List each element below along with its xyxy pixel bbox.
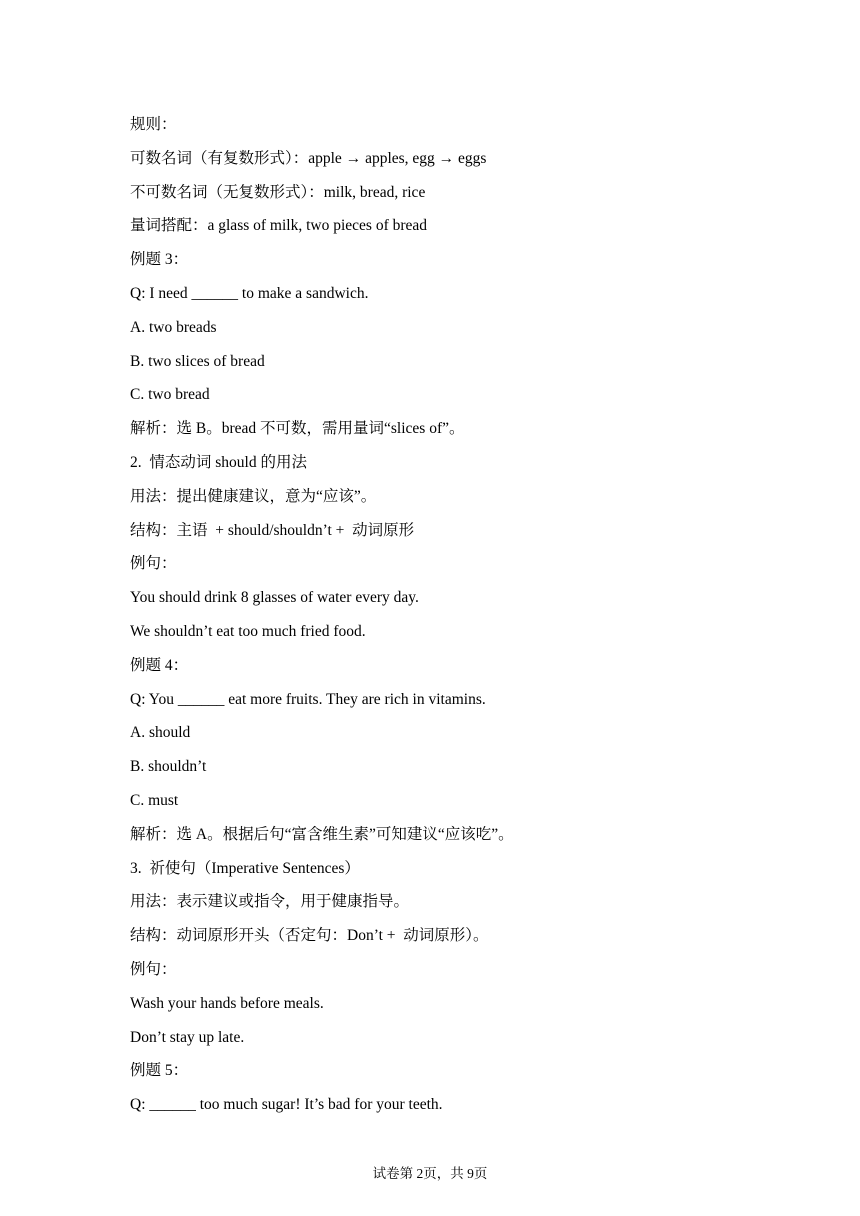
- rule-countable-nouns: 可数名词（有复数形式）：apple → apples, egg → eggs: [130, 149, 487, 167]
- example-5-question: Q: ______ too much sugar! It’s bad for your teeth.: [130, 1096, 443, 1114]
- section-2-example-sentence-2: We shouldn’t eat too much fried food.: [130, 622, 366, 640]
- example-5-heading: 例题 5：: [130, 1062, 189, 1080]
- document-body: [130, 108, 730, 1122]
- rules-heading: 规则：: [130, 116, 177, 133]
- example-4-question: Q: You ______ eat more fruits. They are rich in vitamins.: [130, 690, 486, 708]
- example-4-option-c: C. must: [130, 791, 179, 809]
- section-2-examples-label: 例句：: [130, 555, 177, 573]
- example-4-option-b: B. shouldn’t: [130, 758, 207, 776]
- example-3-option-a: A. two breads: [130, 318, 217, 336]
- section-2-heading: 2. 情态动词 should 的用法: [130, 453, 307, 471]
- section-3-example-sentence-1: Wash your hands before meals.: [130, 994, 324, 1012]
- example-4-heading: 例题 4：: [130, 656, 189, 674]
- example-3-heading: 例题 3：: [130, 251, 189, 269]
- section-3-example-sentence-2: Don’t stay up late.: [130, 1028, 245, 1046]
- example-3-explanation: 解析：选 B。bread 不可数，需用量词“slices of”。: [130, 420, 465, 438]
- example-4-explanation: 解析：选 A。根据后句“富含维生素”可知建议“应该吃”。: [130, 825, 514, 843]
- example-3-question: Q: I need ______ to make a sandwich.: [130, 284, 369, 302]
- rule-measure-words: 量词搭配：a glass of milk, two pieces of bread: [130, 217, 428, 235]
- section-3-examples-label: 例句：: [130, 960, 177, 978]
- example-3-option-c: C. two bread: [130, 386, 210, 404]
- section-3-structure: 结构：动词原形开头（否定句：Don’t + 动词原形）。: [130, 927, 489, 945]
- rule-uncountable-nouns: 不可数名词（无复数形式）：milk, bread, rice: [130, 183, 426, 201]
- section-2-example-sentence-1: You should drink 8 glasses of water every day.: [130, 589, 419, 607]
- example-3-option-b: B. two slices of bread: [130, 352, 265, 370]
- section-3-heading: 3. 祈使句（Imperative Sentences）: [130, 859, 360, 877]
- section-2-usage: 用法：提出健康建议，意为“应该”。: [130, 487, 377, 505]
- section-2-structure: 结构：主语 + should/shouldn’t + 动词原形: [130, 521, 415, 539]
- page-footer: 试卷第 2页，共 9页: [372, 1166, 488, 1181]
- example-4-option-a: A. should: [130, 724, 191, 742]
- section-3-usage: 用法：表示建议或指令，用于健康指导。: [130, 893, 410, 911]
